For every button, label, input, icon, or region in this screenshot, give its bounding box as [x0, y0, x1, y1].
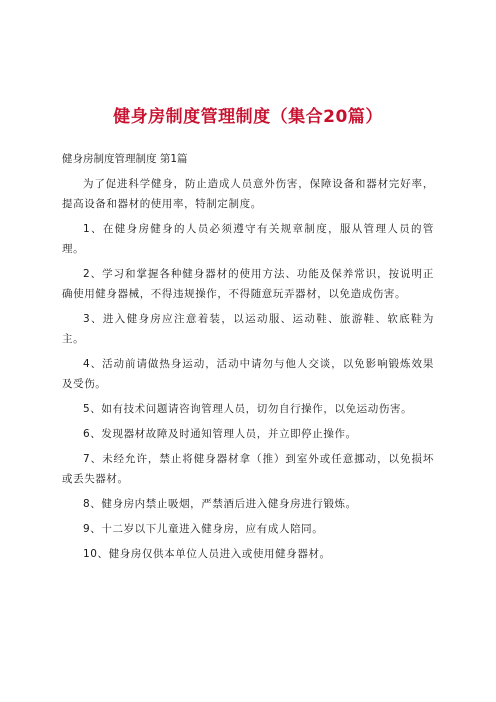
- rule-item-8: 8、健身房内禁止吸烟，严禁酒后进入健身房进行锻炼。: [83, 498, 357, 510]
- rule-item-4: 4、活动前请做热身运动，活动中请勿与他人交谈，以免影响锻炼效果及受伤。: [62, 358, 434, 390]
- rule-item-7: 7、未经允许，禁止将健身器材拿（推）到室外或任意挪动，以免损坏或丢失器材。: [62, 453, 434, 485]
- document-title: 健身房制度管理制度（集合20篇）: [113, 107, 383, 127]
- rule-item-9: 9、十二岁以下儿童进入健身房，应有成人陪同。: [83, 523, 324, 535]
- rule-item-3: 3、进入健身房应注意着装，以运动服、运动鞋、旅游鞋、软底鞋为主。: [62, 313, 434, 345]
- rule-item-2: 2、学习和掌握各种健身器材的使用方法、功能及保养常识，按说明正确使用健身器械，不得违规操作，不得随意玩弄器材，以免造成伤害。: [62, 268, 434, 300]
- rule-item-5: 5、如有技术问题请咨询管理人员，切勿自行操作，以免运动伤害。: [83, 403, 413, 415]
- section-heading: 健身房制度管理制度 第1篇: [62, 153, 188, 165]
- rule-item-10: 10、健身房仅供本单位人员进入或使用健身器材。: [83, 548, 331, 560]
- rule-item-6: 6、发现器材故障及时通知管理人员，并立即停止操作。: [83, 428, 357, 440]
- intro-paragraph: 为了促进科学健身，防止造成人员意外伤害，保障设备和器材完好率，提高设备和器材的使用率，特制定制度。: [62, 178, 434, 210]
- document-body: [62, 150, 434, 569]
- rule-item-1: 1、在健身房健身的人员必须遵守有关规章制度，服从管理人员的管理。: [62, 223, 434, 255]
